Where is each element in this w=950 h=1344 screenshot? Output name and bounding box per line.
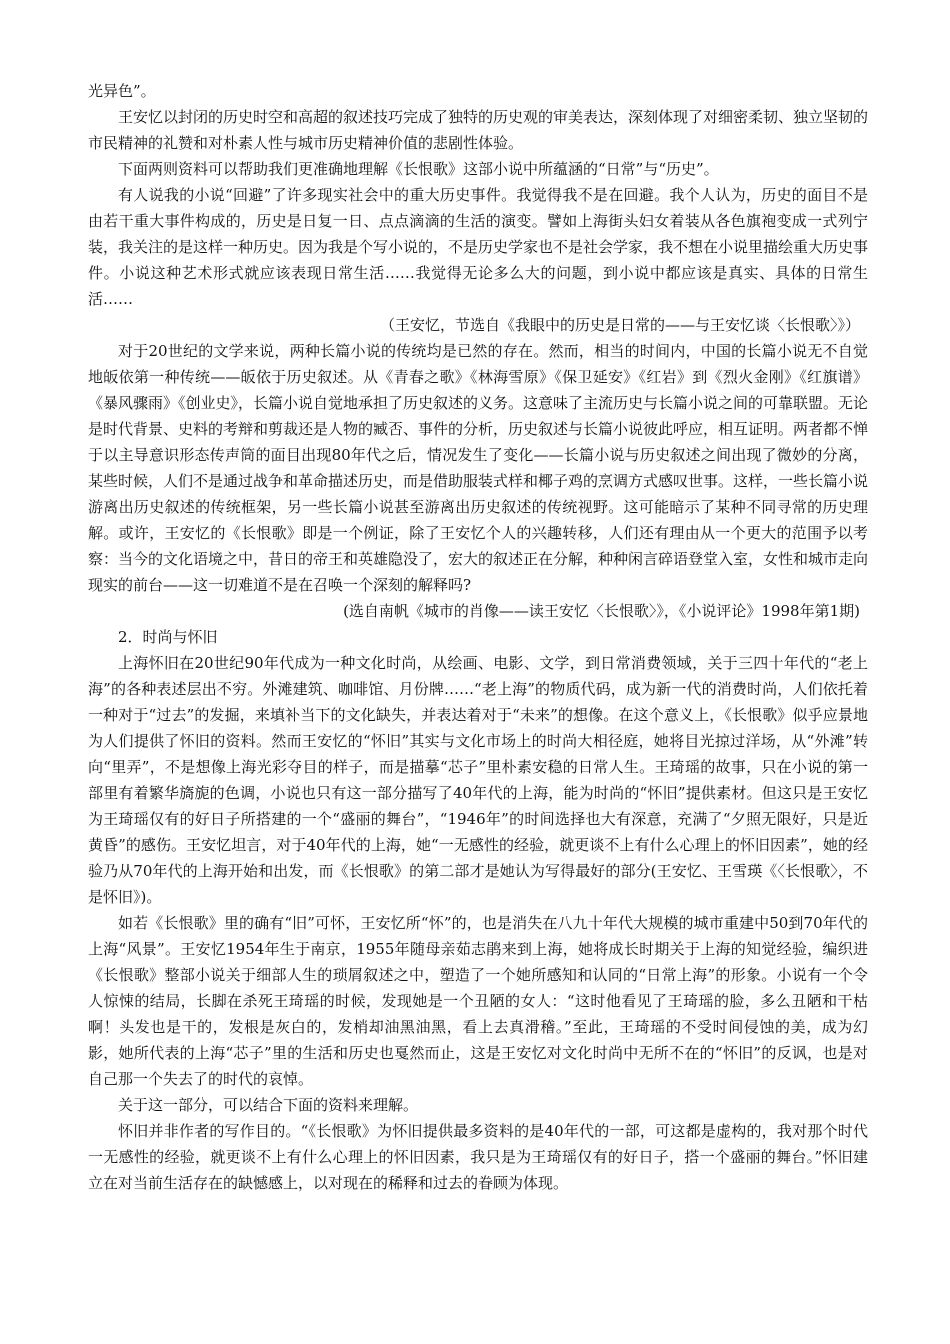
paragraph-quote-nanfan: 对于20世纪的文学来说，两种长篇小说的传统均是已然的存在。然而，相当的时间内，中国的长篇小说无不自觉地皈依第一种传统——皈依于历史叙述。从《青春之歌》《林海雪原》《保卫延安》《红岩》到《烈火金刚》《红旗谱》《暴风骤雨》《创业史》，长篇小说自觉地承担了历史叙述的义务。这意味了主流历史与长篇小说之间的可靠联盟。无论是时代背景、史料的考辩和剪裁还是人物的臧否、事件的分析，历史叙述与长篇小说彼此呼应，相互证明。两者都不惮于以主导意识形态传声筒的面目出现80年代之后，情况发生了变化——长篇小说与历史叙述之间出现了微妙的分离，某些时候，人们不是通过战争和革命描述历史，而是借助服装式样和椰子鸡的烹调方式感叹世事。这样，一些长篇小说游离出历史叙述的传统框架，另一些长篇小说甚至游离出历史叙述的传统视野。这可能暗示了某种不同寻常的历史理解。或许，王安忆的《长恨歌》即是一个例证，除了王安忆个人的兴趣转移，人们还有理由从一个更大的范围予以考察：当今的文化语境之中，昔日的帝王和英雄隐没了，宏大的叙述正在分解，种种闲言碎语登堂入室，女性和城市走向现实的前台——这一切难道不是在召唤一个深刻的解释吗? [88,342,869,594]
paragraph-quote-wang: 有人说我的小说“回避”了许多现实社会中的重大历史事件。我觉得我不是在回避。我个人认为，历史的面目不是由若干重大事件构成的，历史是日复一日、点点滴滴的生活的演变。譬如上海街头妇女着装从各色旗袍变成一式列宁装，我关注的是这样一种历史。因为我是个写小说的，不是历史学家也不是社会学家，我不想在小说里描绘重大历史事件。小说这种艺术形式就应该表现日常生活……我觉得无论多么大的问题，到小说中都应该是真实、具体的日常生活…… [88,186,869,308]
section-heading: 2．时尚与怀旧 [118,628,218,646]
paragraph-nostalgia-purpose: 怀旧并非作者的写作目的。“《长恨歌》为怀旧提供最多资料的是40年代的一部，可这都是虚构的，我对那个时代一无感性的经验，就更谈不上有什么心理上的怀旧因素，我只是为王琦瑶仅有的好日子，搭一个盛丽的舞台。”怀旧建立在对当前生活存在的缺憾感上，以对现在的稀释和过去的眷顾为体现。 [88,1122,868,1192]
paragraph-continuation: 光异色”。 [88,82,156,100]
paragraph-old-shanghai: 如若《长恨歌》里的确有“旧”可怀，王安忆所“怀”的，也是消失在八九十年代大规模的城市重建中50到70年代的上海“风景”。王安忆1954年生于南京，1955年随母亲茹志鹃来到上海，她将成长时期关于上海的知觉经验，编织进《长恨歌》整部小说关于细部人生的琐屑叙述之中，塑造了一个她所感知和认同的“日常上海”的形象。小说有一个令人惊悚的结局，长脚在杀死王琦瑶的时候，发现她是一个丑陋的女人：“这时他看见了王琦瑶的脸，多么丑陋和干枯啊！头发也是干的，发根是灰白的，发梢却油黑油黑，看上去真滑稽。”至此，王琦瑶的不受时间侵蚀的美，成为幻影，她所代表的上海“芯子”里的生活和历史也戛然而止，这是王安忆对文化时尚中无所不在的“怀旧”的反讽，也是对自己那一个失去了的时代的哀悼。 [88,914,868,1088]
paragraph-intro: 下面两则资料可以帮助我们更准确地理解《长恨歌》这部小说中所蕴涵的“日常”与“历史”。 [118,160,719,178]
paragraph-fashion-nostalgia: 上海怀旧在20世纪90年代成为一种文化时尚，从绘画、电影、文学，到日常消费领域，关于三四十年代的“老上海”的各种表述层出不穷。外滩建筑、咖啡馆、月份牌……“老上海”的物质代码，成为新一代的消费时尚，人们依托着一种对于“过去”的发掘，来填补当下的文化缺失，并表达着对于“未来”的想像。在这个意义上，《长恨歌》似乎应景地为人们提供了怀旧的资料。然而王安忆的“怀旧”其实与文化市场上的时尚大相径庭，她将目光掠过洋场，从“外滩”转向“里弄”，不是想像上海光彩夺目的样子，而是描摹“芯子”里朴素安稳的日常人生。王琦瑶的故事，只在小说的第一部里有着繁华旖旎的色调，小说也只有这一部分描写了40年代的上海，能为时尚的“怀旧”提供素材。但这只是王安忆为王琦瑶仅有的好日子所搭建的一个“盛丽的舞台”，“1946年”的时间选择也大有深意，充满了“夕照无限好，只是近黄昏”的感伤。王安忆坦言，对于40年代的上海，她“一无感性的经验，就更谈不上有什么心理上的怀旧因素”，她的经验乃从70年代的上海开始和出发，而《长恨歌》的第二部才是她认为写得最好的部分(王安忆、王雪瑛《〈长恨歌〉，不是怀旧》)。 [88,654,868,906]
paragraph-transition: 关于这一部分，可以结合下面的资料来理解。 [118,1096,419,1114]
citation-nanfan: (选自南帆《城市的肖像——读王安忆〈长恨歌〉》，《小说评论》1998年第1期) [343,602,860,620]
citation-wang: （王安忆，节选自《我眼中的历史是日常的——与王安忆谈〈长恨歌〉》） [379,316,860,334]
document-page [88,78,868,1196]
paragraph-summary: 王安忆以封闭的历史时空和高超的叙述技巧完成了独特的历史观的审美表达，深刻体现了对细密柔韧、独立坚韧的市民精神的礼赞和对朴素人性与城市历史精神价值的悲剧性体验。 [88,108,869,152]
